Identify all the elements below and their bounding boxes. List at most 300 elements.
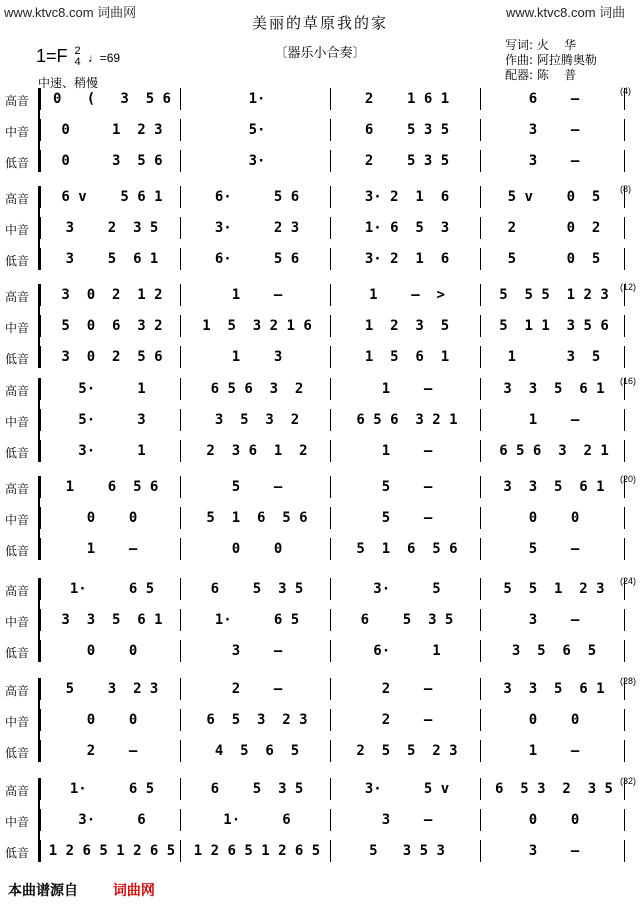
tempo-text: 中速、稍慢 bbox=[38, 76, 99, 90]
barline bbox=[180, 840, 181, 862]
barline bbox=[40, 284, 41, 306]
barline bbox=[330, 640, 331, 662]
measures bbox=[40, 315, 620, 337]
barline bbox=[40, 609, 41, 631]
measure: 2 1 6 1 bbox=[364, 91, 450, 107]
barline bbox=[330, 507, 331, 529]
measure: 1 – bbox=[528, 743, 580, 759]
barline bbox=[40, 740, 41, 762]
barline bbox=[40, 538, 41, 560]
barline bbox=[40, 507, 41, 529]
barline bbox=[480, 315, 481, 337]
measures bbox=[40, 248, 620, 270]
tempo-marking: ♩=69 bbox=[87, 51, 121, 65]
credits bbox=[505, 38, 597, 83]
measure: 3 0 2 5 6 bbox=[61, 349, 163, 365]
score-system bbox=[0, 88, 640, 181]
measure: 5 3 5 3 bbox=[369, 843, 445, 859]
measure: 2 – bbox=[381, 681, 433, 697]
measures bbox=[40, 346, 620, 368]
measure: 5 – bbox=[381, 510, 433, 526]
measure: 1 – bbox=[381, 443, 433, 459]
barline bbox=[330, 248, 331, 270]
measure: 3 3 5 6 1 bbox=[61, 612, 163, 628]
staff-row bbox=[0, 740, 640, 762]
credit-lyrics: 写词: 火 华 bbox=[505, 38, 577, 52]
measure: 3 5 6 5 bbox=[511, 643, 597, 659]
barline bbox=[330, 150, 331, 172]
score-system bbox=[0, 284, 640, 377]
measure: 2 0 2 bbox=[507, 220, 601, 236]
part-label: 中音 bbox=[5, 715, 30, 729]
barline bbox=[480, 678, 481, 700]
measures bbox=[40, 809, 620, 831]
part-label: 低音 bbox=[5, 254, 30, 268]
barline bbox=[40, 88, 41, 110]
barline bbox=[330, 440, 331, 462]
staff-row bbox=[0, 678, 640, 700]
barline bbox=[40, 150, 41, 172]
measures bbox=[40, 507, 620, 529]
score-system bbox=[0, 778, 640, 871]
measures bbox=[40, 284, 620, 306]
part-label: 中音 bbox=[5, 415, 30, 429]
staff-row bbox=[0, 346, 640, 368]
barline bbox=[180, 709, 181, 731]
barline bbox=[480, 578, 481, 600]
barline bbox=[624, 538, 625, 560]
barline bbox=[180, 609, 181, 631]
measure: 0 0 bbox=[86, 510, 138, 526]
barline bbox=[180, 640, 181, 662]
part-label: 中音 bbox=[5, 321, 30, 335]
barline bbox=[480, 409, 481, 431]
barline bbox=[480, 88, 481, 110]
barline bbox=[480, 778, 481, 800]
measure: 1 – bbox=[86, 541, 138, 557]
staff-row bbox=[0, 88, 640, 110]
staff-row bbox=[0, 248, 640, 270]
watermark-left: www.ktvc8.com 词曲网 bbox=[4, 5, 137, 20]
barline bbox=[624, 409, 625, 431]
measure-number: (12) bbox=[620, 282, 637, 292]
part-label: 低音 bbox=[5, 544, 30, 558]
measure: 1· 6 5 bbox=[214, 612, 300, 628]
credit-arranger: 配器: 陈 普 bbox=[505, 68, 577, 82]
barline bbox=[180, 248, 181, 270]
barline bbox=[624, 150, 625, 172]
measure: 1 5 6 1 bbox=[364, 349, 450, 365]
barline bbox=[330, 476, 331, 498]
part-label: 高音 bbox=[5, 384, 30, 398]
measure: 5 0 6 3 2 bbox=[61, 318, 163, 334]
measure-number: (32) bbox=[620, 776, 637, 786]
watermark-right: www.ktvc8.com 词曲 bbox=[506, 5, 626, 20]
barline bbox=[330, 840, 331, 862]
measure-number: (8) bbox=[620, 184, 631, 194]
barline bbox=[480, 840, 481, 862]
barline bbox=[180, 740, 181, 762]
part-label: 低音 bbox=[5, 156, 30, 170]
staff-row bbox=[0, 119, 640, 141]
barline bbox=[330, 678, 331, 700]
barline bbox=[180, 538, 181, 560]
barline bbox=[624, 840, 625, 862]
barline bbox=[624, 678, 625, 700]
staff-row bbox=[0, 709, 640, 731]
part-label: 低音 bbox=[5, 846, 30, 860]
measure: 5· bbox=[248, 122, 266, 138]
measures bbox=[40, 778, 620, 800]
barline bbox=[180, 809, 181, 831]
barline bbox=[40, 119, 41, 141]
part-label: 低音 bbox=[5, 446, 30, 460]
measure-number: (20) bbox=[620, 474, 637, 484]
score-system bbox=[0, 186, 640, 279]
barline bbox=[624, 476, 625, 498]
barline bbox=[40, 346, 41, 368]
measures bbox=[40, 640, 620, 662]
barline bbox=[180, 346, 181, 368]
barline bbox=[480, 640, 481, 662]
score-system bbox=[0, 476, 640, 569]
measures bbox=[40, 119, 620, 141]
barline bbox=[330, 609, 331, 631]
barline bbox=[624, 778, 625, 800]
barline bbox=[480, 150, 481, 172]
page-title: 美丽的草原我的家 bbox=[251, 14, 388, 32]
barline bbox=[480, 609, 481, 631]
key-signature bbox=[36, 46, 120, 68]
barline bbox=[180, 778, 181, 800]
part-label: 高音 bbox=[5, 684, 30, 698]
measure: 6 – bbox=[528, 91, 580, 107]
measure: 6 5 3 5 bbox=[210, 781, 304, 797]
barline bbox=[330, 217, 331, 239]
measure: 5 3 2 3 bbox=[65, 681, 159, 697]
measure: 1 – bbox=[381, 381, 433, 397]
barline bbox=[480, 119, 481, 141]
measure: 6 5 6 3 2 1 bbox=[356, 412, 458, 428]
barline bbox=[180, 476, 181, 498]
measure: 1 2 6 5 1 2 6 5 bbox=[48, 843, 176, 859]
measure: 3 – bbox=[528, 612, 580, 628]
measure: 3· 2 1 6 bbox=[364, 251, 450, 267]
barline bbox=[330, 186, 331, 208]
measures bbox=[40, 440, 620, 462]
measure: 5 5 1 2 3 bbox=[503, 581, 605, 597]
measure: 6· 5 6 bbox=[214, 251, 300, 267]
measure: 0 0 bbox=[528, 510, 580, 526]
barline bbox=[624, 507, 625, 529]
measures bbox=[40, 88, 620, 110]
staff-row bbox=[0, 538, 640, 560]
barline bbox=[40, 378, 41, 400]
measures bbox=[40, 709, 620, 731]
barline bbox=[480, 346, 481, 368]
staff-row bbox=[0, 809, 640, 831]
measures bbox=[40, 740, 620, 762]
measure: 1 – bbox=[528, 412, 580, 428]
barline bbox=[624, 119, 625, 141]
measure: 6 5 3 2 3 5 bbox=[494, 781, 613, 797]
barline bbox=[40, 476, 41, 498]
measure: 5 5 5 1 2 3 bbox=[499, 287, 609, 303]
measure: 5· 1 bbox=[78, 381, 146, 397]
barline bbox=[480, 709, 481, 731]
measures bbox=[40, 678, 620, 700]
measure: 6 5 3 2 3 bbox=[206, 712, 308, 728]
barline bbox=[180, 315, 181, 337]
barline bbox=[180, 440, 181, 462]
barline bbox=[40, 678, 41, 700]
measure: 5 – bbox=[381, 479, 433, 495]
subtitle: 〔器乐小合奏〕 bbox=[274, 46, 366, 61]
barline bbox=[480, 248, 481, 270]
barline bbox=[624, 740, 625, 762]
barline bbox=[480, 217, 481, 239]
part-label: 高音 bbox=[5, 94, 30, 108]
barline bbox=[180, 150, 181, 172]
barline bbox=[624, 315, 625, 337]
measure: 2 – bbox=[86, 743, 138, 759]
barline bbox=[624, 578, 625, 600]
measure: 3 3 5 6 1 bbox=[503, 479, 605, 495]
staff-row bbox=[0, 476, 640, 498]
time-signature bbox=[75, 46, 81, 68]
barline bbox=[180, 378, 181, 400]
part-label: 中音 bbox=[5, 815, 30, 829]
barline bbox=[624, 186, 625, 208]
measure: 5 v 0 5 bbox=[507, 189, 601, 205]
footer-source: 本曲谱源自 bbox=[8, 883, 78, 899]
part-label: 高音 bbox=[5, 584, 30, 598]
measure: 1 3 bbox=[231, 349, 283, 365]
barline bbox=[180, 409, 181, 431]
barline bbox=[180, 119, 181, 141]
barline bbox=[480, 476, 481, 498]
barline bbox=[40, 709, 41, 731]
measures bbox=[40, 538, 620, 560]
time-top: 2 bbox=[74, 45, 81, 58]
key-label: 1=F bbox=[36, 46, 68, 66]
measure-number: (16) bbox=[620, 376, 637, 386]
barline bbox=[40, 640, 41, 662]
measure: 4 5 6 5 bbox=[214, 743, 300, 759]
measures bbox=[40, 840, 620, 862]
part-label: 低音 bbox=[5, 746, 30, 760]
measures bbox=[40, 609, 620, 631]
barline bbox=[180, 217, 181, 239]
measure: 1 – > bbox=[369, 287, 445, 303]
measure: 3· 2 1 6 bbox=[364, 189, 450, 205]
measures bbox=[40, 476, 620, 498]
measure: 3 5 3 2 bbox=[214, 412, 300, 428]
score-system bbox=[0, 678, 640, 771]
measure: 6 5 3 5 bbox=[210, 581, 304, 597]
staff-row bbox=[0, 609, 640, 631]
part-label: 低音 bbox=[5, 646, 30, 660]
measure: 6 5 3 5 bbox=[360, 612, 454, 628]
barline bbox=[480, 440, 481, 462]
barline bbox=[624, 709, 625, 731]
barline bbox=[330, 284, 331, 306]
measure: 3 – bbox=[528, 153, 580, 169]
measures bbox=[40, 578, 620, 600]
part-label: 高音 bbox=[5, 482, 30, 496]
measure: 3· 6 bbox=[78, 812, 146, 828]
staff-row bbox=[0, 440, 640, 462]
measure: 1 3 5 bbox=[507, 349, 601, 365]
measure: 5 – bbox=[231, 479, 283, 495]
measure: 5 1 1 3 5 6 bbox=[499, 318, 609, 334]
score-system bbox=[0, 578, 640, 671]
measure: 0 0 bbox=[231, 541, 283, 557]
measure: 3 – bbox=[231, 643, 283, 659]
measure: 2 5 3 5 bbox=[364, 153, 450, 169]
measure: 1· 6 5 3 bbox=[364, 220, 450, 236]
barline bbox=[480, 378, 481, 400]
barline bbox=[40, 315, 41, 337]
measure: 6 5 6 3 2 bbox=[210, 381, 304, 397]
barline bbox=[330, 119, 331, 141]
part-label: 中音 bbox=[5, 513, 30, 527]
barline bbox=[180, 678, 181, 700]
measure: 5· 3 bbox=[78, 412, 146, 428]
part-label: 低音 bbox=[5, 352, 30, 366]
measure: 1 – bbox=[231, 287, 283, 303]
measure: 3 – bbox=[528, 843, 580, 859]
barline bbox=[624, 378, 625, 400]
barline bbox=[480, 538, 481, 560]
barline bbox=[624, 88, 625, 110]
barline bbox=[40, 217, 41, 239]
barline bbox=[624, 284, 625, 306]
barline bbox=[330, 378, 331, 400]
measure: 0 0 bbox=[528, 712, 580, 728]
score-system bbox=[0, 378, 640, 471]
measure-number: (28) bbox=[620, 676, 637, 686]
measure: 1 2 6 5 1 2 6 5 bbox=[193, 843, 321, 859]
part-label: 高音 bbox=[5, 784, 30, 798]
staff-row bbox=[0, 778, 640, 800]
barline bbox=[330, 346, 331, 368]
measure: 0 1 2 3 bbox=[61, 122, 163, 138]
barline bbox=[330, 578, 331, 600]
staff-row bbox=[0, 840, 640, 862]
measure: 0 0 bbox=[528, 812, 580, 828]
measure: 6· 5 6 bbox=[214, 189, 300, 205]
measure: 5 – bbox=[528, 541, 580, 557]
measure: 1 6 5 6 bbox=[65, 479, 159, 495]
staff-row bbox=[0, 378, 640, 400]
part-label: 高音 bbox=[5, 290, 30, 304]
measure: 0 3 5 6 bbox=[61, 153, 163, 169]
barline bbox=[480, 284, 481, 306]
measure: 1· bbox=[248, 91, 266, 107]
barline bbox=[330, 409, 331, 431]
barline bbox=[330, 315, 331, 337]
measure: 1 2 3 5 bbox=[364, 318, 450, 334]
staff-row bbox=[0, 578, 640, 600]
barline bbox=[330, 809, 331, 831]
staff-row bbox=[0, 640, 640, 662]
footer bbox=[8, 880, 155, 900]
barline bbox=[40, 578, 41, 600]
staff-row bbox=[0, 186, 640, 208]
measure: 1· 6 5 bbox=[69, 581, 155, 597]
measure: 2 3 6 1 2 bbox=[206, 443, 308, 459]
measures bbox=[40, 378, 620, 400]
barline bbox=[624, 609, 625, 631]
measures bbox=[40, 409, 620, 431]
measure: 5 1 6 5 6 bbox=[206, 510, 308, 526]
measure: 2 – bbox=[231, 681, 283, 697]
barline bbox=[624, 809, 625, 831]
staff-row bbox=[0, 217, 640, 239]
measure: 1· 6 bbox=[223, 812, 291, 828]
measure: 3 5 6 1 bbox=[65, 251, 159, 267]
barline bbox=[330, 778, 331, 800]
barline bbox=[480, 740, 481, 762]
barline bbox=[40, 440, 41, 462]
barline bbox=[40, 809, 41, 831]
barline bbox=[40, 409, 41, 431]
measure: 2 5 5 2 3 bbox=[356, 743, 458, 759]
measures bbox=[40, 186, 620, 208]
footer-site: 词曲网 bbox=[112, 883, 155, 899]
barline bbox=[480, 186, 481, 208]
measure: 6 5 6 3 2 1 bbox=[499, 443, 609, 459]
staff-row bbox=[0, 315, 640, 337]
barline bbox=[624, 248, 625, 270]
part-label: 中音 bbox=[5, 615, 30, 629]
measure: 3· 2 3 bbox=[214, 220, 300, 236]
measure: 3 3 5 6 1 bbox=[503, 381, 605, 397]
barline bbox=[624, 440, 625, 462]
barline bbox=[624, 640, 625, 662]
barline bbox=[40, 778, 41, 800]
time-bottom: 4 bbox=[74, 56, 81, 69]
barline bbox=[330, 88, 331, 110]
measure: 3· bbox=[248, 153, 266, 169]
measures bbox=[40, 217, 620, 239]
barline bbox=[180, 507, 181, 529]
measures bbox=[40, 150, 620, 172]
measure: 6 v 5 6 1 bbox=[61, 189, 163, 205]
measure: 5 1 6 5 6 bbox=[356, 541, 458, 557]
measure: 3 3 5 6 1 bbox=[503, 681, 605, 697]
barline bbox=[624, 346, 625, 368]
barline bbox=[40, 840, 41, 862]
staff-row bbox=[0, 507, 640, 529]
barline bbox=[180, 284, 181, 306]
staff-row bbox=[0, 409, 640, 431]
measure: 3· 1 bbox=[78, 443, 146, 459]
measure: 1 5 3 2 1 6 bbox=[202, 318, 312, 334]
barline bbox=[330, 538, 331, 560]
measure: 3 2 3 5 bbox=[65, 220, 159, 236]
barline bbox=[40, 186, 41, 208]
barline bbox=[180, 186, 181, 208]
barline bbox=[624, 217, 625, 239]
measure: 3· 5 v bbox=[364, 781, 450, 797]
barline bbox=[180, 88, 181, 110]
barline bbox=[480, 809, 481, 831]
measure: 0 ( 3 5 6 bbox=[52, 91, 171, 107]
staff-row bbox=[0, 284, 640, 306]
measure: 2 – bbox=[381, 712, 433, 728]
